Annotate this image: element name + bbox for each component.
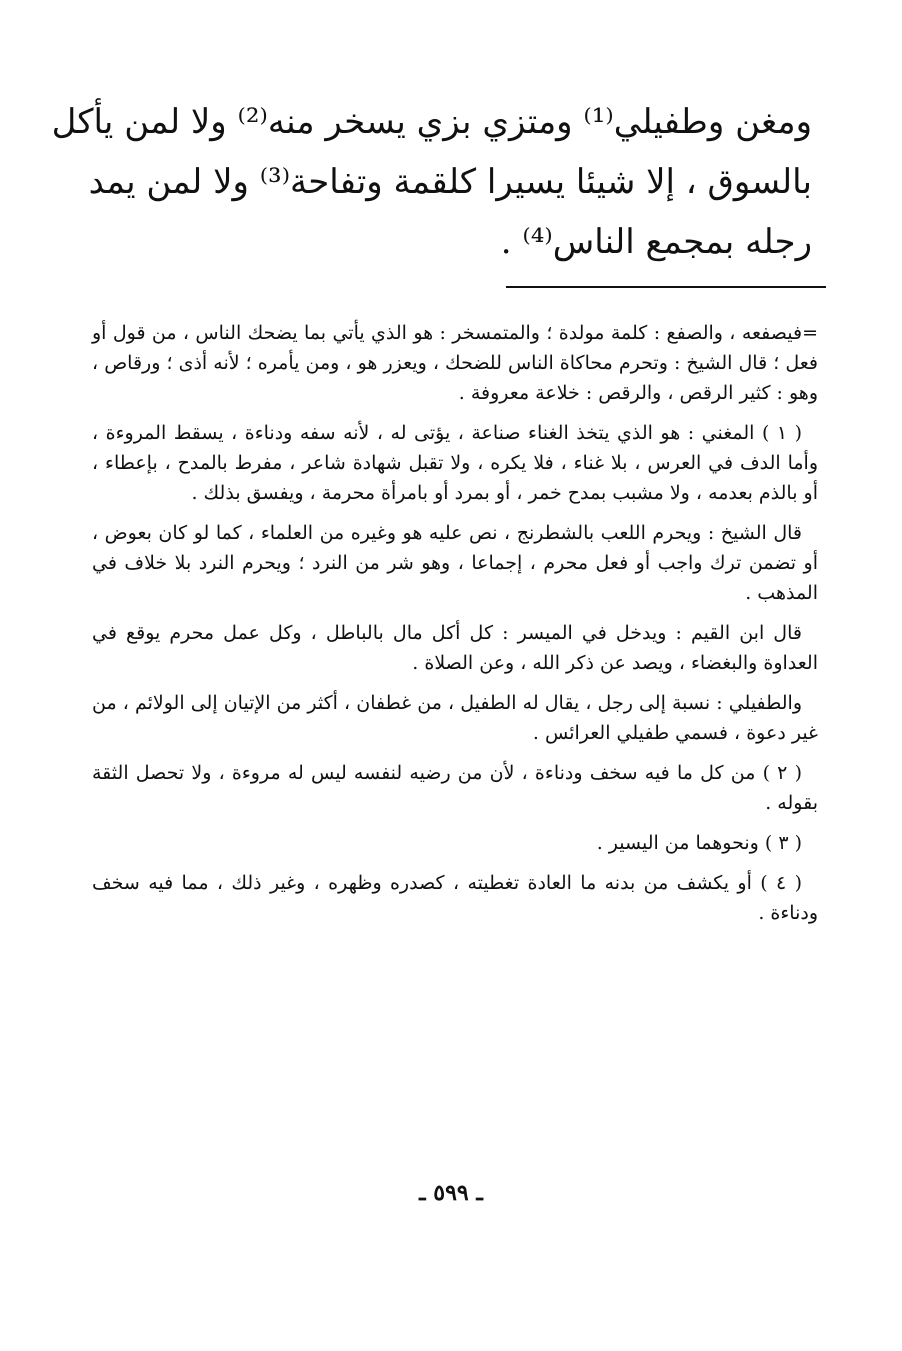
- footnote-continuation: =فيصفعه ، والصفع : كلمة مولدة ؛ والمتمسخر : هو الذي يأتي بما يضحك الناس ، من قول أو فعل ؛ قال الشيخ : وتحرم محاكاة الناس للضحك ، ويعزر هو ، ومن يأمره ؛ لأنه أذى ؛ ورقاص ، وهو : كثير الرقص ، والرقص : خلاعة معروفة .: [92, 322, 818, 404]
- footnote-1-tufayli: والطفيلي : نسبة إلى رجل ، يقال له الطفيل ، من غطفان ، أكثر من الإتيان إلى الولائم ، من غير دعوة ، فسمي طفيلي العرائس .: [92, 692, 818, 744]
- main-text: [51, 92, 812, 272]
- footnote-divider: [506, 286, 826, 288]
- footnote-4: ( ٤ ) أو يكشف من بدنه ما العادة تغطيته ، كصدره وظهره ، وغير ذلك ، مما فيه سخف ودناءة .: [92, 872, 818, 924]
- footnote-1: ( ١ ) المغني : هو الذي يتخذ الغناء صناعة ، يؤتى له ، لأنه سفه ودناءة ، يسقط المروءة ، وأما الدف في العرس ، بلا غناء ، فلا يكره ، ولا تقبل شهادة شاعر ، مفرط بالمدح ، بإعطاء ، أو بالذم بعدمه ، ولا مشبب بمدح خمر ، أو بمرد أو بامرأة محرمة ، ويفسق بذلك .: [92, 422, 818, 504]
- main-text-line: رجله بمجمع الناس⁽⁴⁾ .: [500, 222, 812, 262]
- footnote-1-chess: قال الشيخ : ويحرم اللعب بالشطرنج ، نص عليه هو وغيره من العلماء ، كما لو كان بعوض ، أو تضمن ترك واجب أو فعل محرم ، إجماعا ، وهو شر من النرد ؛ ويحرم النرد بلا خلاف في المذهب .: [92, 522, 818, 604]
- footnotes: [92, 318, 818, 938]
- main-text-line: بالسوق ، إلا شيئا يسيرا كلقمة وتفاحة⁽³⁾ ولا لمن يمد: [88, 162, 812, 202]
- footnote-1-ibn-alqayyim: قال ابن القيم : ويدخل في الميسر : كل أكل مال بالباطل ، وكل عمل محرم يوقع في العداوة والبغضاء ، ويصد عن ذكر الله ، وعن الصلاة .: [92, 622, 818, 674]
- main-text-line: ومغن وطفيلي⁽¹⁾ ومتزي بزي يسخر منه⁽²⁾ ولا لمن يأكل: [51, 102, 812, 142]
- page-number: ـ ٥٩٩ ـ: [419, 1180, 483, 1206]
- footnote-3: ( ٣ ) ونحوهما من اليسير .: [596, 832, 802, 854]
- footnote-2: ( ٢ ) من كل ما فيه سخف ودناءة ، لأن من رضيه لنفسه ليس له مروءة ، ولا تحصل الثقة بقوله .: [92, 762, 818, 814]
